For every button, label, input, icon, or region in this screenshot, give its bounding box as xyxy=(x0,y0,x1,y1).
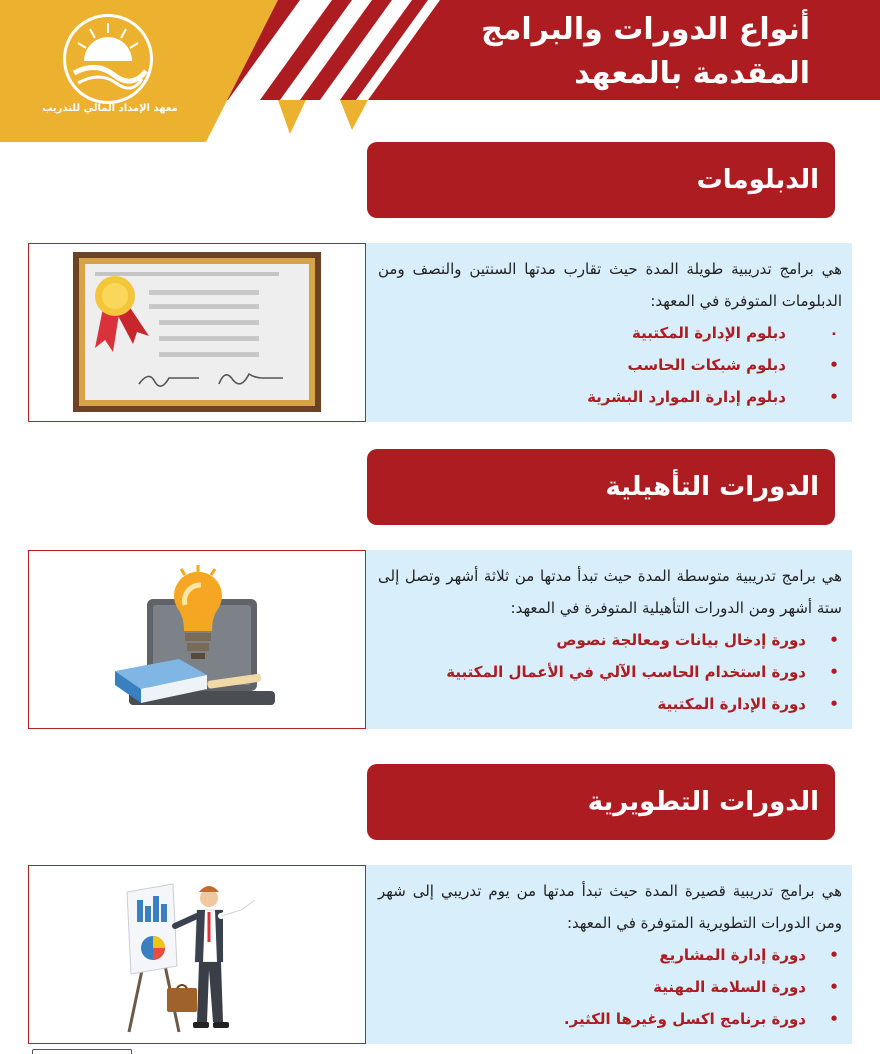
section-title: الدورات التطويرية xyxy=(587,787,819,817)
section-title: الدورات التأهيلية xyxy=(605,472,819,502)
section-title: الدبلومات xyxy=(696,165,819,195)
section-banner-qualifying xyxy=(367,449,835,525)
item-list xyxy=(378,624,842,720)
section-content-diplomas xyxy=(28,243,852,422)
section-banner-development xyxy=(367,764,835,840)
list-item: • دورة برنامج اكسل وغيرها الكثير. xyxy=(563,1010,839,1028)
list-item: • دورة السلامة المهنية xyxy=(653,978,839,996)
list-item: • دبلوم إدارة الموارد البشرية xyxy=(587,388,839,406)
description-panel xyxy=(366,865,852,1044)
description-panel xyxy=(366,550,852,729)
page-title xyxy=(410,8,810,96)
illustration-frame xyxy=(28,243,366,422)
list-item: ۰ دبلوم الإدارة المكتبية xyxy=(632,324,839,342)
list-item: • دورة استخدام الحاسب الآلي في الأعمال المكتبية xyxy=(446,663,839,681)
section-banner-diplomas xyxy=(367,142,835,218)
certificate-icon xyxy=(29,244,367,423)
page-title-line-2: المقدمة بالمعهد xyxy=(574,56,810,91)
lightbulb-laptop-book-icon xyxy=(29,551,367,730)
list-item: • دورة إدارة المشاريع xyxy=(659,946,839,964)
description-text: هي برامج تدريبية متوسطة المدة حيث تبدأ مدتها من ثلاثة أشهر وتصل إلى ستة أشهر ومن الدورات التأهيلية المتوفرة في المعهد: xyxy=(378,567,842,617)
presenter-whiteboard-icon xyxy=(29,866,367,1045)
item-list xyxy=(378,939,842,1035)
section-content-qualifying xyxy=(28,550,852,729)
list-item: • دورة إدخال بيانات ومعالجة نصوص xyxy=(556,631,839,649)
description-text: هي برامج تدريبية طويلة المدة حيث تقارب مدتها السنتين والنصف ومن الدبلومات المتوفرة في المعهد: xyxy=(378,260,842,310)
description-panel xyxy=(366,243,852,422)
logo-caption: معهد الإمداد المالي للتدريب xyxy=(42,103,178,114)
page-tab xyxy=(32,1049,132,1054)
item-list xyxy=(378,317,842,413)
page-header xyxy=(0,0,880,142)
list-item: • دبلوم شبكات الحاسب xyxy=(627,356,839,374)
description-text: هي برامج تدريبية قصيرة المدة حيث تبدأ مدتها من يوم تدريبي إلى شهر ومن الدورات التطويرية المتوفرة في المعهد: xyxy=(378,882,842,932)
sunrise-logo-icon xyxy=(63,14,153,104)
illustration-frame xyxy=(28,865,366,1044)
list-item: • دورة الإدارة المكتبية xyxy=(657,695,839,713)
page-title-line-1: أنواع الدورات والبرامج xyxy=(481,12,810,47)
illustration-frame xyxy=(28,550,366,729)
section-content-development xyxy=(28,865,852,1044)
